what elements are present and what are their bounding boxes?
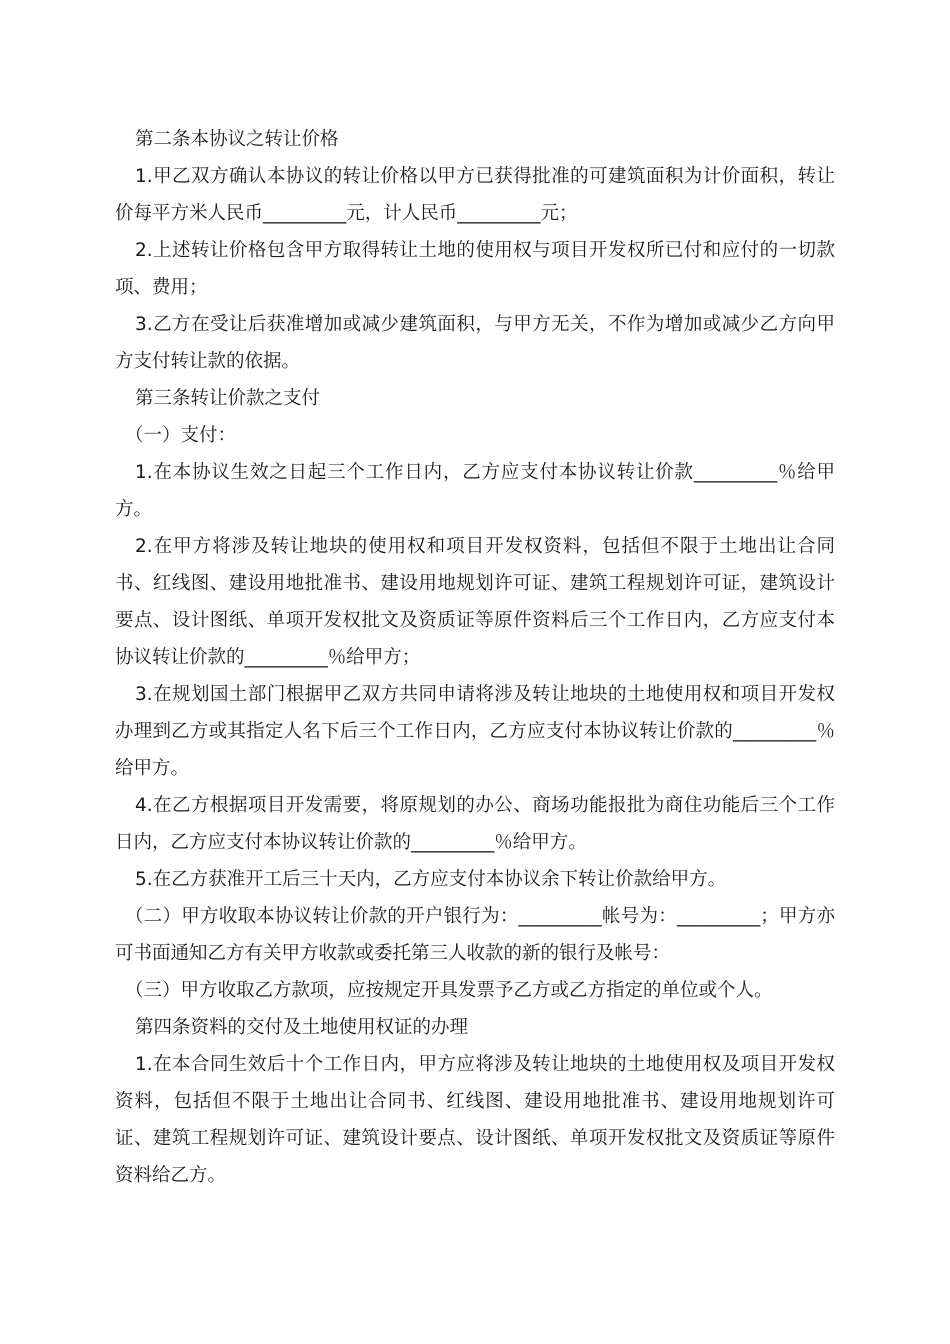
clause-3-1-3: 3.在规划国土部门根据甲乙双方共同申请将涉及转让地块的土地使用权和项目开发权办理到乙方或其指定人名下后三个工作日内，乙方应支付本协议转让价款的_________％给甲方。 [115,684,835,779]
section-heading-article-4: 第四条资料的交付及土地使用权证的办理 [135,1017,469,1038]
clause-3-1-4: 4.在乙方根据项目开发需要，将原规划的办公、商场功能报批为商住功能后三个工作日内，乙方应支付本协议转让价款的_________％给甲方。 [115,795,835,853]
subsection-3-2: （二）甲方收取本协议转让价款的开户银行为：_________帐号为：_________；甲方亦可书面通知乙方有关甲方收款或委托第三人收款的新的银行及帐号： [115,906,835,964]
clause-2-3: 3.乙方在受让后获准增加或减少建筑面积，与甲方无关，不作为增加或减少乙方向甲方支付转让款的依据。 [115,314,835,372]
clause-4-1: 1.在本合同生效后十个工作日内，甲方应将涉及转让地块的土地使用权及项目开发权资料，包括但不限于土地出让合同书、红线图、建设用地批准书、建设用地规划许可证、建筑工程规划许可证、建筑设计要点、设计图纸、单项开发权批文及资质证等原件资料给乙方。 [115,1054,835,1186]
section-heading-article-2: 第二条本协议之转让价格 [135,129,339,150]
clause-3-1-1: 1.在本协议生效之日起三个工作日内，乙方应支付本协议转让价款_________％给甲方。 [115,462,835,520]
subsection-3-1-heading: （一）支付： [125,425,237,446]
clause-2-1: 1.甲乙双方确认本协议的转让价格以甲方已获得批准的可建筑面积为计价面积，转让价每平方米人民币_________元，计人民币_________元； [115,166,835,224]
subsection-3-3: （三）甲方收取乙方款项，应按规定开具发票予乙方或乙方指定的单位或个人。 [125,980,773,1001]
section-heading-article-3: 第三条转让价款之支付 [135,388,321,409]
clause-3-1-2: 2.在甲方将涉及转让地块的使用权和项目开发权资料，包括但不限于土地出让合同书、红线图、建设用地批准书、建设用地规划许可证、建筑工程规划许可证，建筑设计要点、设计图纸、单项开发权批文及资质证等原件资料后三个工作日内，乙方应支付本协议转让价款的_________％给甲方； [115,536,835,668]
clause-3-1-5: 5.在乙方获准开工后三十天内，乙方应支付本协议余下转让价款给甲方。 [135,869,727,890]
document-page [115,121,835,1194]
clause-2-2: 2.上述转让价格包含甲方取得转让土地的使用权与项目开发权所已付和应付的一切款项、费用； [115,240,835,298]
